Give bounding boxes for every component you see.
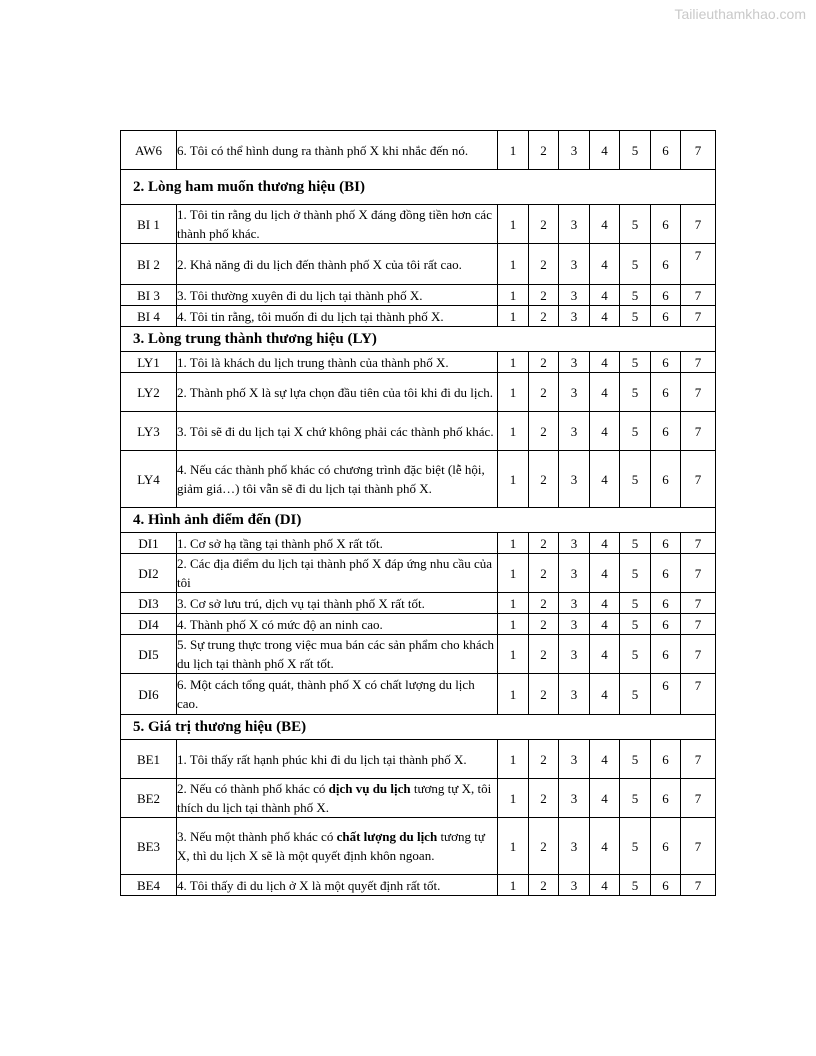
scale-option-4[interactable]: 4	[590, 373, 620, 412]
scale-option-4[interactable]: 4	[590, 306, 620, 327]
scale-option-5[interactable]: 5	[620, 674, 651, 715]
scale-option-7[interactable]: 7	[681, 412, 716, 451]
scale-option-2[interactable]: 2	[529, 740, 559, 779]
item-statement: 2. Các địa điểm du lịch tại thành phố X đáp ứng nhu cầu của tôi	[177, 554, 498, 593]
scale-option-2[interactable]: 2	[529, 875, 559, 896]
scale-option-7[interactable]: 7	[681, 614, 716, 635]
table-row	[121, 131, 716, 170]
scale-option-1[interactable]: 1	[498, 306, 529, 327]
scale-option-5[interactable]: 5	[620, 244, 651, 285]
item-code: BI 1	[121, 205, 177, 244]
scale-option-6[interactable]: 6	[651, 205, 681, 244]
table-row	[121, 244, 716, 285]
scale-option-2[interactable]: 2	[529, 674, 559, 715]
scale-option-7[interactable]: 7	[681, 306, 716, 327]
scale-option-7[interactable]: 7	[681, 635, 716, 674]
scale-option-4[interactable]: 4	[590, 593, 620, 614]
scale-option-3[interactable]: 3	[559, 740, 590, 779]
item-statement: 2. Khả năng đi du lịch đến thành phố X của tôi rất cao.	[177, 244, 498, 285]
item-code: DI4	[121, 614, 177, 635]
table-row	[121, 740, 716, 779]
scale-option-5[interactable]: 5	[620, 451, 651, 508]
scale-option-6[interactable]: 6	[651, 451, 681, 508]
scale-option-3[interactable]: 3	[559, 554, 590, 593]
scale-option-2[interactable]: 2	[529, 352, 559, 373]
statement-text: tương tự X, tôi thích du lịch tại thành phố X.	[177, 781, 492, 815]
scale-option-1[interactable]: 1	[498, 285, 529, 306]
table-row	[121, 674, 716, 715]
scale-option-5[interactable]: 5	[620, 131, 651, 170]
scale-option-2[interactable]: 2	[529, 451, 559, 508]
item-code: LY1	[121, 352, 177, 373]
scale-option-7[interactable]: 7	[681, 779, 716, 818]
scale-option-7[interactable]: 7	[681, 244, 716, 285]
scale-option-4[interactable]: 4	[590, 779, 620, 818]
scale-option-3[interactable]: 3	[559, 131, 590, 170]
scale-option-6[interactable]: 6	[651, 306, 681, 327]
scale-option-2[interactable]: 2	[529, 373, 559, 412]
scale-option-4[interactable]: 4	[590, 614, 620, 635]
scale-option-1[interactable]: 1	[498, 614, 529, 635]
statement-text: tương tự X, thì du lịch X sẽ là một quyết định khôn ngoan.	[177, 829, 485, 863]
scale-option-5[interactable]: 5	[620, 352, 651, 373]
scale-option-6[interactable]: 6	[651, 818, 681, 875]
scale-option-3[interactable]: 3	[559, 244, 590, 285]
scale-option-1[interactable]: 1	[498, 244, 529, 285]
scale-option-3[interactable]: 3	[559, 779, 590, 818]
scale-option-2[interactable]: 2	[529, 306, 559, 327]
scale-option-2[interactable]: 2	[529, 614, 559, 635]
table-row	[121, 818, 716, 875]
scale-option-1[interactable]: 1	[498, 451, 529, 508]
scale-option-6[interactable]: 6	[651, 779, 681, 818]
scale-option-4[interactable]: 4	[590, 131, 620, 170]
scale-option-1[interactable]: 1	[498, 412, 529, 451]
scale-option-5[interactable]: 5	[620, 635, 651, 674]
item-statement: 6. Tôi có thể hình dung ra thành phố X khi nhắc đến nó.	[177, 131, 498, 170]
scale-option-2[interactable]: 2	[529, 244, 559, 285]
scale-option-2[interactable]: 2	[529, 205, 559, 244]
scale-option-5[interactable]: 5	[620, 593, 651, 614]
item-statement: 3. Cơ sở lưu trú, dịch vụ tại thành phố X rất tốt.	[177, 593, 498, 614]
scale-option-6[interactable]: 6	[651, 285, 681, 306]
table-row	[121, 373, 716, 412]
scale-option-5[interactable]: 5	[620, 818, 651, 875]
scale-option-5[interactable]: 5	[620, 740, 651, 779]
table-row	[121, 779, 716, 818]
table-row	[121, 635, 716, 674]
scale-option-6[interactable]: 6	[651, 131, 681, 170]
item-statement: 1. Tôi thấy rất hạnh phúc khi đi du lịch tại thành phố X.	[177, 740, 498, 779]
section-title: 3. Lòng trung thành thương hiệu (LY)	[121, 327, 716, 352]
scale-option-1[interactable]: 1	[498, 593, 529, 614]
item-code: DI6	[121, 674, 177, 715]
scale-option-5[interactable]: 5	[620, 306, 651, 327]
item-statement: 6. Một cách tổng quát, thành phố X có chất lượng du lịch cao.	[177, 674, 498, 715]
scale-option-3[interactable]: 3	[559, 818, 590, 875]
scale-option-7[interactable]: 7	[681, 373, 716, 412]
scale-option-2[interactable]: 2	[529, 593, 559, 614]
item-statement: 2. Thành phố X là sự lựa chọn đầu tiên của tôi khi đi du lịch.	[177, 373, 498, 412]
scale-option-6[interactable]: 6	[651, 593, 681, 614]
item-code: LY4	[121, 451, 177, 508]
item-statement: 4. Tôi tin rằng, tôi muốn đi du lịch tại thành phố X.	[177, 306, 498, 327]
section-title: 4. Hình ảnh điểm đến (DI)	[121, 508, 716, 533]
scale-option-2[interactable]: 2	[529, 635, 559, 674]
scale-option-6[interactable]: 6	[651, 533, 681, 554]
scale-option-7[interactable]: 7	[681, 285, 716, 306]
scale-option-1[interactable]: 1	[498, 352, 529, 373]
scale-option-1[interactable]: 1	[498, 740, 529, 779]
scale-option-3[interactable]: 3	[559, 306, 590, 327]
item-code: AW6	[121, 131, 177, 170]
scale-option-7[interactable]: 7	[681, 352, 716, 373]
scale-option-7[interactable]: 7	[681, 533, 716, 554]
scale-option-5[interactable]: 5	[620, 554, 651, 593]
scale-option-2[interactable]: 2	[529, 412, 559, 451]
scale-option-4[interactable]: 4	[590, 285, 620, 306]
statement-text: 2. Nếu có thành phố khác có	[177, 781, 329, 796]
scale-option-6[interactable]: 6	[651, 740, 681, 779]
scale-option-1[interactable]: 1	[498, 818, 529, 875]
scale-option-2[interactable]: 2	[529, 533, 559, 554]
scale-option-1[interactable]: 1	[498, 373, 529, 412]
table-row	[121, 205, 716, 244]
scale-option-7[interactable]: 7	[681, 131, 716, 170]
item-code: BE1	[121, 740, 177, 779]
scale-option-4[interactable]: 4	[590, 674, 620, 715]
scale-option-1[interactable]: 1	[498, 131, 529, 170]
item-statement: 4. Nếu các thành phố khác có chương trình đặc biệt (lễ hội, giảm giá…) tôi vẫn sẽ đi du lịch tại thành phố X.	[177, 451, 498, 508]
statement-text: 3. Nếu một thành phố khác có	[177, 829, 337, 844]
table-row	[121, 285, 716, 306]
item-code: DI1	[121, 533, 177, 554]
scale-option-5[interactable]: 5	[620, 412, 651, 451]
scale-option-7[interactable]: 7	[681, 818, 716, 875]
scale-option-4[interactable]: 4	[590, 875, 620, 896]
item-code: DI3	[121, 593, 177, 614]
scale-option-3[interactable]: 3	[559, 533, 590, 554]
item-statement: 1. Tôi là khách du lịch trung thành của thành phố X.	[177, 352, 498, 373]
item-code: BE3	[121, 818, 177, 875]
item-statement: 4. Thành phố X có mức độ an ninh cao.	[177, 614, 498, 635]
scale-option-1[interactable]: 1	[498, 205, 529, 244]
scale-option-2[interactable]: 2	[529, 554, 559, 593]
statement-emphasis: chất lượng du lịch	[336, 829, 438, 844]
table-row	[121, 306, 716, 327]
scale-option-1[interactable]: 1	[498, 875, 529, 896]
scale-option-3[interactable]: 3	[559, 593, 590, 614]
item-statement	[177, 779, 498, 818]
scale-option-4[interactable]: 4	[590, 740, 620, 779]
item-code: DI2	[121, 554, 177, 593]
scale-option-5[interactable]: 5	[620, 285, 651, 306]
item-code: LY3	[121, 412, 177, 451]
scale-option-3[interactable]: 3	[559, 285, 590, 306]
section-title: 2. Lòng ham muốn thương hiệu (BI)	[121, 170, 716, 205]
scale-option-7[interactable]: 7	[681, 451, 716, 508]
scale-option-1[interactable]: 1	[498, 635, 529, 674]
item-statement: 1. Cơ sở hạ tầng tại thành phố X rất tốt.	[177, 533, 498, 554]
section-header	[121, 715, 716, 740]
scale-option-3[interactable]: 3	[559, 412, 590, 451]
item-statement: 3. Tôi thường xuyên đi du lịch tại thành phố X.	[177, 285, 498, 306]
scale-option-3[interactable]: 3	[559, 352, 590, 373]
scale-option-5[interactable]: 5	[620, 205, 651, 244]
scale-option-7[interactable]: 7	[681, 875, 716, 896]
table-row	[121, 451, 716, 508]
item-statement: 1. Tôi tin rằng du lịch ở thành phố X đáng đồng tiền hơn các thành phố khác.	[177, 205, 498, 244]
scale-option-5[interactable]: 5	[620, 614, 651, 635]
section-header	[121, 508, 716, 533]
scale-option-3[interactable]: 3	[559, 674, 590, 715]
scale-option-3[interactable]: 3	[559, 875, 590, 896]
survey-table	[120, 130, 716, 896]
table-row	[121, 614, 716, 635]
scale-option-4[interactable]: 4	[590, 635, 620, 674]
scale-option-1[interactable]: 1	[498, 554, 529, 593]
scale-option-4[interactable]: 4	[590, 533, 620, 554]
watermark: Tailieuthamkhao.com	[674, 6, 806, 22]
table-row	[121, 533, 716, 554]
scale-option-6[interactable]: 6	[651, 674, 681, 715]
scale-option-2[interactable]: 2	[529, 779, 559, 818]
scale-option-3[interactable]: 3	[559, 614, 590, 635]
table-row	[121, 554, 716, 593]
scale-option-5[interactable]: 5	[620, 533, 651, 554]
item-code: BI 4	[121, 306, 177, 327]
scale-option-3[interactable]: 3	[559, 205, 590, 244]
scale-option-7[interactable]: 7	[681, 554, 716, 593]
scale-option-4[interactable]: 4	[590, 205, 620, 244]
scale-option-5[interactable]: 5	[620, 875, 651, 896]
table-row	[121, 593, 716, 614]
item-statement: 5. Sự trung thực trong việc mua bán các sản phẩm cho khách du lịch tại thành phố X rất tốt.	[177, 635, 498, 674]
scale-option-2[interactable]: 2	[529, 818, 559, 875]
section-title: 5. Giá trị thương hiệu (BE)	[121, 715, 716, 740]
item-code: LY2	[121, 373, 177, 412]
scale-option-5[interactable]: 5	[620, 373, 651, 412]
scale-option-6[interactable]: 6	[651, 373, 681, 412]
scale-option-6[interactable]: 6	[651, 875, 681, 896]
item-code: BE4	[121, 875, 177, 896]
section-header	[121, 170, 716, 205]
scale-option-4[interactable]: 4	[590, 554, 620, 593]
scale-option-4[interactable]: 4	[590, 352, 620, 373]
scale-option-2[interactable]: 2	[529, 285, 559, 306]
scale-option-7[interactable]: 7	[681, 593, 716, 614]
scale-option-3[interactable]: 3	[559, 635, 590, 674]
scale-option-6[interactable]: 6	[651, 635, 681, 674]
scale-option-6[interactable]: 6	[651, 244, 681, 285]
statement-emphasis: dịch vụ du lịch	[328, 781, 411, 796]
item-code: DI5	[121, 635, 177, 674]
scale-option-1[interactable]: 1	[498, 779, 529, 818]
scale-option-4[interactable]: 4	[590, 451, 620, 508]
scale-option-6[interactable]: 6	[651, 614, 681, 635]
item-statement: 4. Tôi thấy đi du lịch ở X là một quyết định rất tốt.	[177, 875, 498, 896]
section-header	[121, 327, 716, 352]
table-row	[121, 875, 716, 896]
table-row	[121, 412, 716, 451]
item-code: BI 3	[121, 285, 177, 306]
table-row	[121, 352, 716, 373]
scale-option-6[interactable]: 6	[651, 412, 681, 451]
scale-option-4[interactable]: 4	[590, 412, 620, 451]
item-statement: 3. Tôi sẽ đi du lịch tại X chứ không phải các thành phố khác.	[177, 412, 498, 451]
scale-option-3[interactable]: 3	[559, 451, 590, 508]
scale-option-7[interactable]: 7	[681, 205, 716, 244]
scale-option-2[interactable]: 2	[529, 131, 559, 170]
scale-option-6[interactable]: 6	[651, 554, 681, 593]
scale-option-1[interactable]: 1	[498, 674, 529, 715]
scale-option-7[interactable]: 7	[681, 674, 716, 715]
scale-option-1[interactable]: 1	[498, 533, 529, 554]
scale-option-7[interactable]: 7	[681, 740, 716, 779]
item-code: BE2	[121, 779, 177, 818]
scale-option-3[interactable]: 3	[559, 373, 590, 412]
item-statement	[177, 818, 498, 875]
item-code: BI 2	[121, 244, 177, 285]
scale-option-5[interactable]: 5	[620, 779, 651, 818]
scale-option-4[interactable]: 4	[590, 244, 620, 285]
scale-option-4[interactable]: 4	[590, 818, 620, 875]
scale-option-6[interactable]: 6	[651, 352, 681, 373]
